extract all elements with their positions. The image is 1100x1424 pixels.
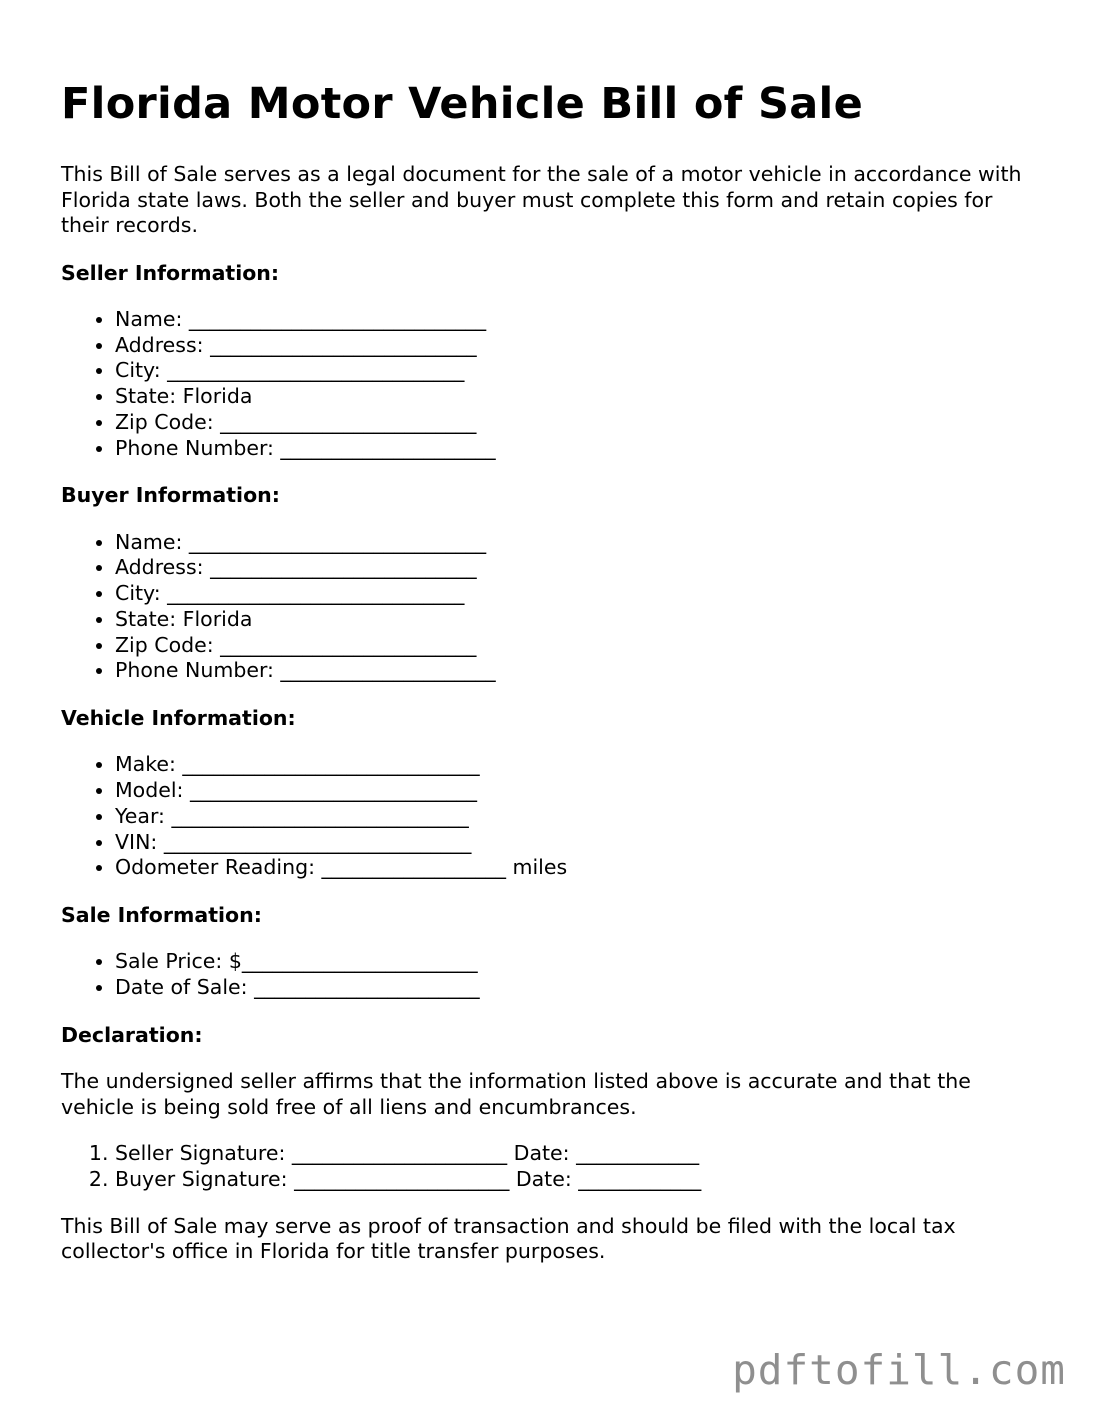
buyer-address-field[interactable]: • Address: __________________________ bbox=[115, 555, 1041, 581]
declaration-text: The undersigned seller affirms that the information listed above is accurate and that the vehicle is being sold free of all liens and encumbrances. bbox=[61, 1069, 971, 1119]
vehicle-model-field[interactable]: • Model: ____________________________ bbox=[115, 778, 1041, 804]
seller-name-field[interactable]: • Name: _____________________________ bbox=[115, 307, 1041, 333]
buyer-signature-field[interactable]: 2. Buyer Signature: _____________________ Date: ____________ bbox=[115, 1167, 1041, 1193]
signature-list bbox=[61, 1141, 1041, 1192]
vehicle-year-field[interactable]: • Year: _____________________________ bbox=[115, 804, 1041, 830]
buyer-list bbox=[61, 530, 1041, 684]
sale-date-field[interactable]: • Date of Sale: ______________________ bbox=[115, 975, 1041, 1001]
sale-list bbox=[61, 949, 1041, 1000]
seller-list bbox=[61, 307, 1041, 461]
seller-address-field[interactable]: • Address: __________________________ bbox=[115, 333, 1041, 359]
sale-heading: Sale Information: bbox=[61, 902, 262, 927]
seller-signature-field[interactable]: 1. Seller Signature: _____________________ Date: ____________ bbox=[115, 1141, 1041, 1167]
buyer-zip-field[interactable]: • Zip Code: _________________________ bbox=[115, 633, 1041, 659]
vehicle-odometer-field[interactable]: • Odometer Reading: __________________ miles bbox=[115, 855, 1041, 881]
document-title: Florida Motor Vehicle Bill of Sale bbox=[61, 79, 864, 129]
buyer-state-field: • State: Florida bbox=[115, 607, 1041, 633]
vehicle-list bbox=[61, 752, 1041, 881]
seller-city-field[interactable]: • City: _____________________________ bbox=[115, 358, 1041, 384]
intro-paragraph: This Bill of Sale serves as a legal document for the sale of a motor vehicle in accordance with Florida state laws. Both the seller and buyer must complete this form and retain copies for their records. bbox=[61, 162, 1022, 237]
seller-zip-field[interactable]: • Zip Code: _________________________ bbox=[115, 410, 1041, 436]
seller-heading: Seller Information: bbox=[61, 260, 280, 285]
seller-state-field: • State: Florida bbox=[115, 384, 1041, 410]
declaration-heading: Declaration: bbox=[61, 1022, 203, 1047]
seller-phone-field[interactable]: • Phone Number: _____________________ bbox=[115, 436, 1041, 462]
sale-price-field[interactable]: • Sale Price: $_______________________ bbox=[115, 949, 1041, 975]
vehicle-vin-field[interactable]: • VIN: ______________________________ bbox=[115, 830, 1041, 856]
document bbox=[61, 78, 1041, 1265]
closing-paragraph: This Bill of Sale may serve as proof of transaction and should be filed with the local tax collector's office in Florida for title transfer purposes. bbox=[61, 1213, 956, 1264]
buyer-phone-field[interactable]: • Phone Number: _____________________ bbox=[115, 658, 1041, 684]
buyer-name-field[interactable]: • Name: _____________________________ bbox=[115, 530, 1041, 556]
buyer-heading: Buyer Information: bbox=[61, 483, 280, 508]
buyer-city-field[interactable]: • City: _____________________________ bbox=[115, 581, 1041, 607]
watermark: pdftofill.com bbox=[732, 1346, 1066, 1394]
vehicle-heading: Vehicle Information: bbox=[61, 705, 296, 730]
vehicle-make-field[interactable]: • Make: _____________________________ bbox=[115, 752, 1041, 778]
